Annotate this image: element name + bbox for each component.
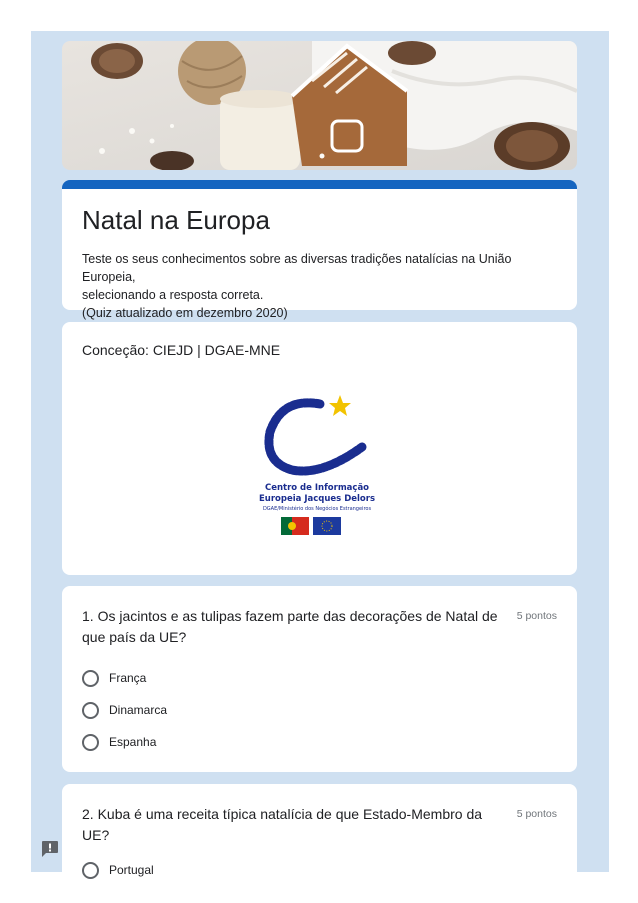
radio-button[interactable] <box>82 734 99 751</box>
option-franca[interactable] <box>82 662 557 694</box>
header-banner-image <box>62 41 577 170</box>
question-title: 1. Os jacintos e as tulipas fazem parte das decorações de Natal de que país da UE? <box>82 608 498 645</box>
credits-card <box>62 322 577 575</box>
option-portugal[interactable] <box>82 854 557 886</box>
ciejd-logo <box>252 392 382 542</box>
logo-line2: Europeia Jacques Delors <box>258 494 376 504</box>
question-points: 5 pontos <box>516 610 557 622</box>
option-label: Espanha <box>109 735 157 749</box>
option-espanha[interactable] <box>82 726 557 758</box>
question-card-1 <box>62 586 577 772</box>
radio-button[interactable] <box>82 702 99 719</box>
form-description: Teste os seus conhecimentos sobre as diversas tradições natalícias na União Europeia, selecionando a resposta correta. (Quiz atualizado em dezembro 2020) <box>82 252 512 320</box>
credits-text: Conceção: CIEJD | DGAE-MNE <box>82 342 281 358</box>
radio-button[interactable] <box>82 670 99 687</box>
option-label: França <box>109 671 147 685</box>
option-dinamarca[interactable] <box>82 694 557 726</box>
radio-button[interactable] <box>82 862 99 879</box>
form-container <box>62 41 577 877</box>
logo-line3: DGAE/Ministério dos Negócios Estrangeiros <box>262 506 372 512</box>
question-title: 2. Kuba é uma receita típica natalícia de que Estado-Membro da UE? <box>82 806 483 843</box>
form-title-card <box>62 180 577 320</box>
question-points: 5 pontos <box>516 808 557 820</box>
option-label: Dinamarca <box>109 703 168 717</box>
form-title: Natal na Europa <box>82 205 270 235</box>
logo-line1: Centro de Informação <box>264 483 370 493</box>
question-card-2 <box>62 784 577 894</box>
option-label: Portugal <box>109 863 154 877</box>
report-feedback-icon[interactable] <box>41 840 59 858</box>
